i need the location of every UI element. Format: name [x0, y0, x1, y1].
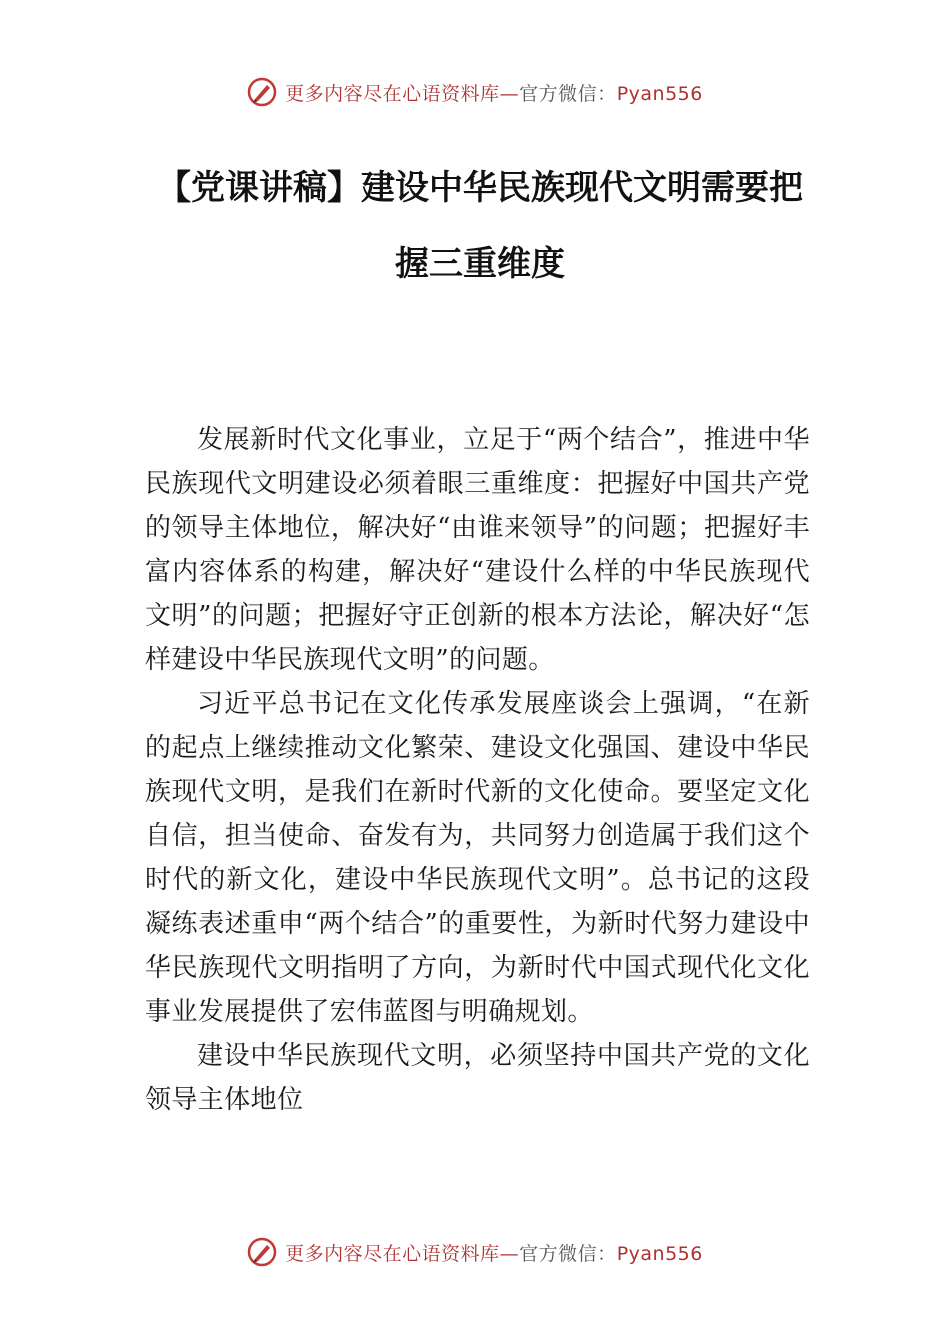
banner-wechat-id: Pyan556 [616, 1242, 703, 1265]
paragraph-3: 建设中华民族现代文明，必须坚持中国共产党的文化领导主体地位 [145, 1041, 810, 1115]
pen-logo-icon [247, 1237, 277, 1267]
paragraph-2: 习近平总书记在文化传承发展座谈会上强调，“在新的起点上继续推动文化繁荣、建设文化强国、建设中华民族现代文明，是我们在新时代新的文化使命。要坚定文化自信，担当使命、奋发有为，共同努力创造属于我们这个时代的新文化，建设中华民族现代文明”。总书记的这段凝练表述重申“两个结合”的重要性，为新时代努力建设中华民族现代文明指明了方向，为新时代中国式现代化文化事业发展提供了宏伟蓝图与明确规划。 [145, 689, 810, 1027]
banner-dash: — [499, 1242, 520, 1265]
footer-banner [0, 1232, 950, 1272]
document-title [140, 150, 820, 302]
banner-wechat-id: Pyan556 [616, 82, 703, 105]
banner-main-text: 更多内容尽在心语资料库 [285, 1242, 500, 1265]
banner-text [285, 1239, 703, 1266]
title-line-1: 【党课讲稿】建设中华民族现代文明需要把 [157, 168, 803, 208]
header-banner [0, 72, 950, 112]
title-line-2: 握三重维度 [395, 244, 565, 284]
banner-wechat-label: 官方微信： [519, 82, 617, 105]
banner-text [285, 79, 703, 106]
paragraph-1: 发展新时代文化事业，立足于“两个结合”，推进中华民族现代文明建设必须着眼三重维度：把握好中国共产党的领导主体地位，解决好“由谁来领导”的问题；把握好丰富内容体系的构建，解决好“建设什么样的中华民族现代文明”的问题；把握好守正创新的根本方法论，解决好“怎样建设中华民族现代文明”的问题。 [145, 425, 810, 675]
banner-dash: — [499, 82, 520, 105]
banner-main-text: 更多内容尽在心语资料库 [285, 82, 500, 105]
pen-logo-icon [247, 77, 277, 107]
banner-wechat-label: 官方微信： [519, 1242, 617, 1265]
document-body [145, 418, 810, 1122]
